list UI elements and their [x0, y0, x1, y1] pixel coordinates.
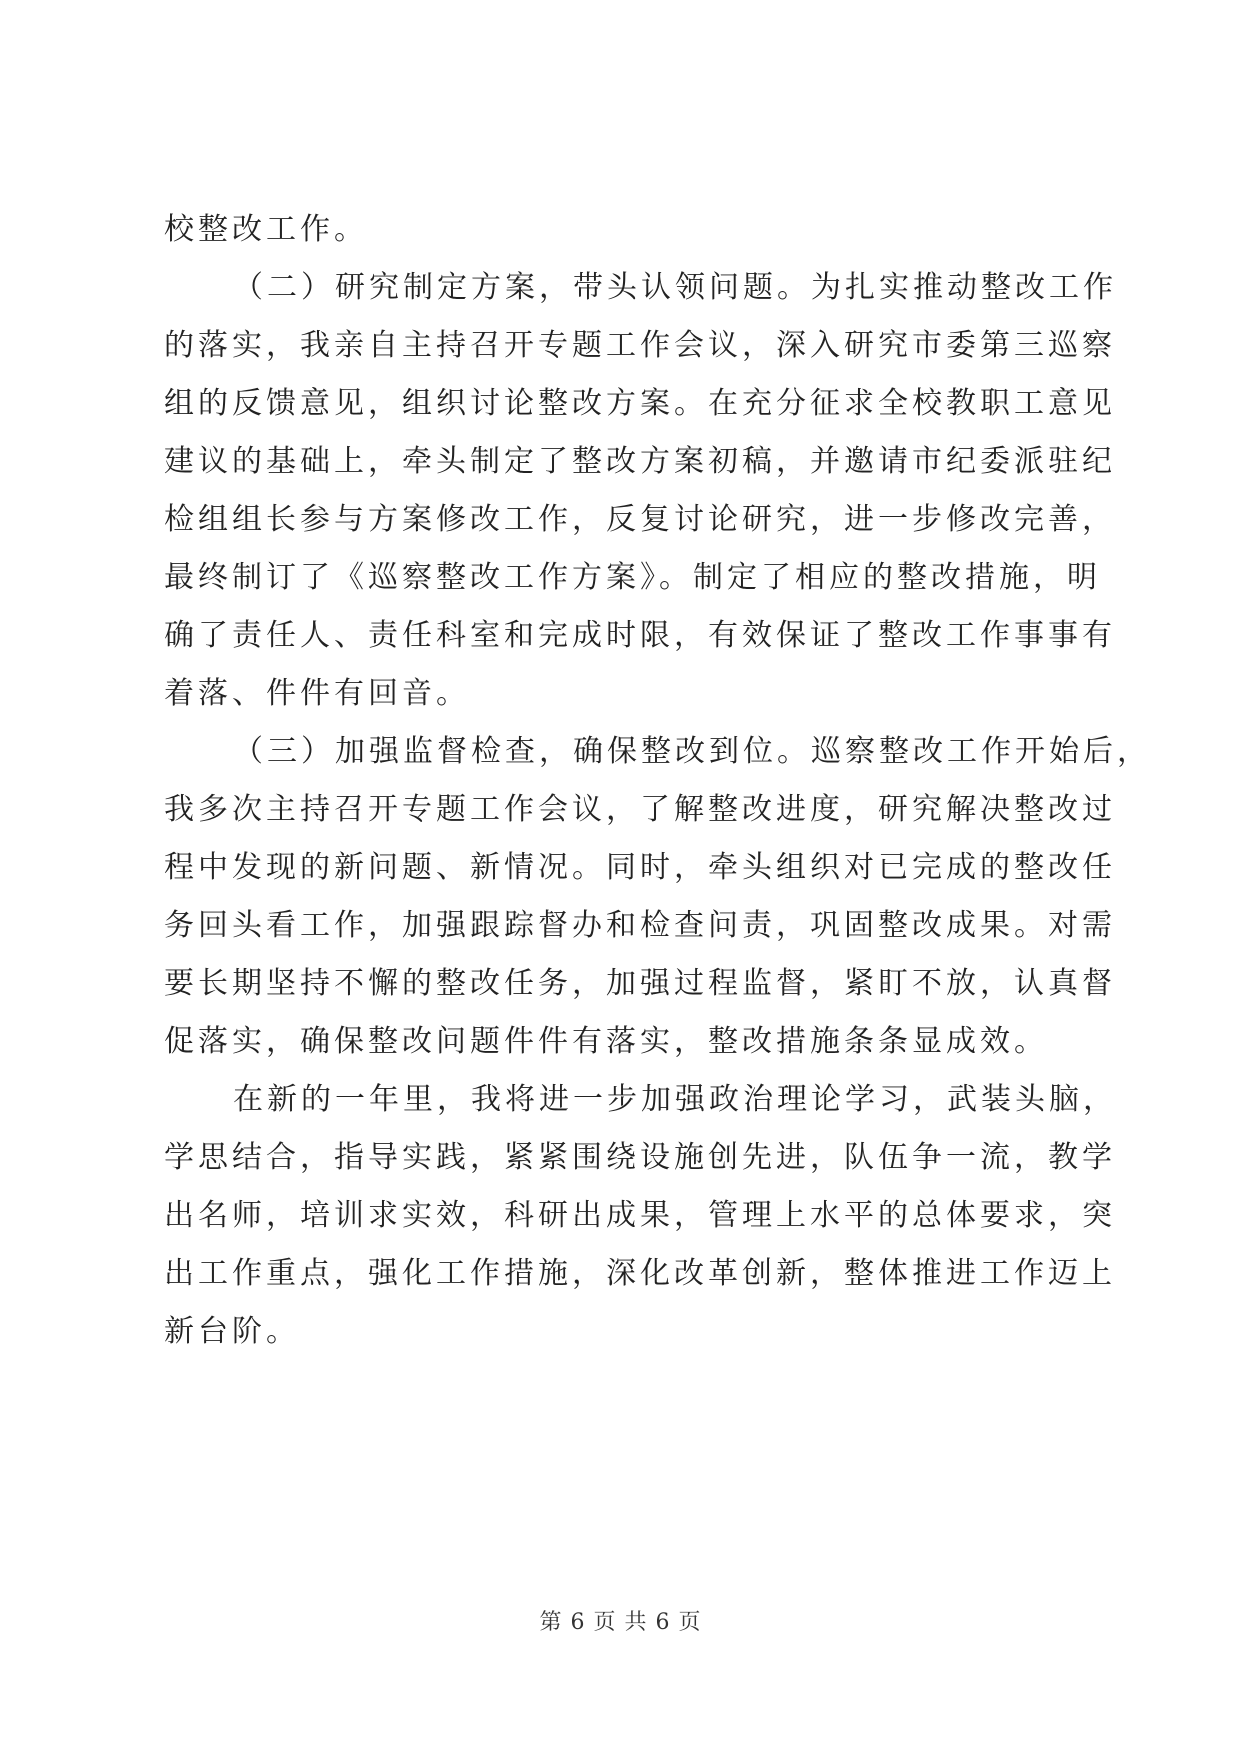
body-line: 要长期坚持不懈的整改任务，加强过程监督，紧盯不放，认真督	[164, 966, 1116, 1001]
body-line: 出名师，培训求实效，科研出成果，管理上水平的总体要求，突	[164, 1198, 1116, 1233]
body-line: 我多次主持召开专题工作会议，了解整改进度，研究解决整改过	[164, 792, 1116, 827]
body-line: 组的反馈意见，组织讨论整改方案。在充分征求全校教职工意见	[164, 386, 1116, 421]
paragraph-2-start: （二）研究制定方案，带头认领问题。为扎实推动整改工作	[233, 270, 1117, 305]
paragraph-4-start: 在新的一年里，我将进一步加强政治理论学习，武装头脑，	[233, 1082, 1117, 1117]
body-line: 程中发现的新问题、新情况。同时，牵头组织对已完成的整改任	[164, 850, 1116, 885]
body-line: 建议的基础上，牵头制定了整改方案初稿，并邀请市纪委派驻纪	[164, 444, 1116, 479]
body-line: 的落实，我亲自主持召开专题工作会议，深入研究市委第三巡察	[164, 328, 1116, 363]
body-line: 校整改工作。	[164, 212, 368, 247]
body-line: 务回头看工作，加强跟踪督办和检查问责，巩固整改成果。对需	[164, 908, 1116, 943]
body-line: 新台阶。	[164, 1314, 300, 1349]
paragraph-3-start: （三）加强监督检查，确保整改到位。巡察整改工作开始后，	[233, 734, 1151, 769]
body-line: 最终制订了《巡察整改工作方案》。制定了相应的整改措施，明	[164, 560, 1101, 595]
body-line: 确了责任人、责任科室和完成时限，有效保证了整改工作事事有	[164, 618, 1116, 653]
page-footer: 第 6 页 共 6 页	[539, 1610, 702, 1635]
body-line: 学思结合，指导实践，紧紧围绕设施创先进，队伍争一流，教学	[164, 1140, 1116, 1175]
body-line: 出工作重点，强化工作措施，深化改革创新，整体推进工作迈上	[164, 1256, 1116, 1291]
body-line: 检组组长参与方案修改工作，反复讨论研究，进一步修改完善，	[164, 502, 1116, 537]
body-line: 着落、件件有回音。	[164, 676, 470, 711]
body-line: 促落实，确保整改问题件件有落实，整改措施条条显成效。	[164, 1024, 1048, 1059]
